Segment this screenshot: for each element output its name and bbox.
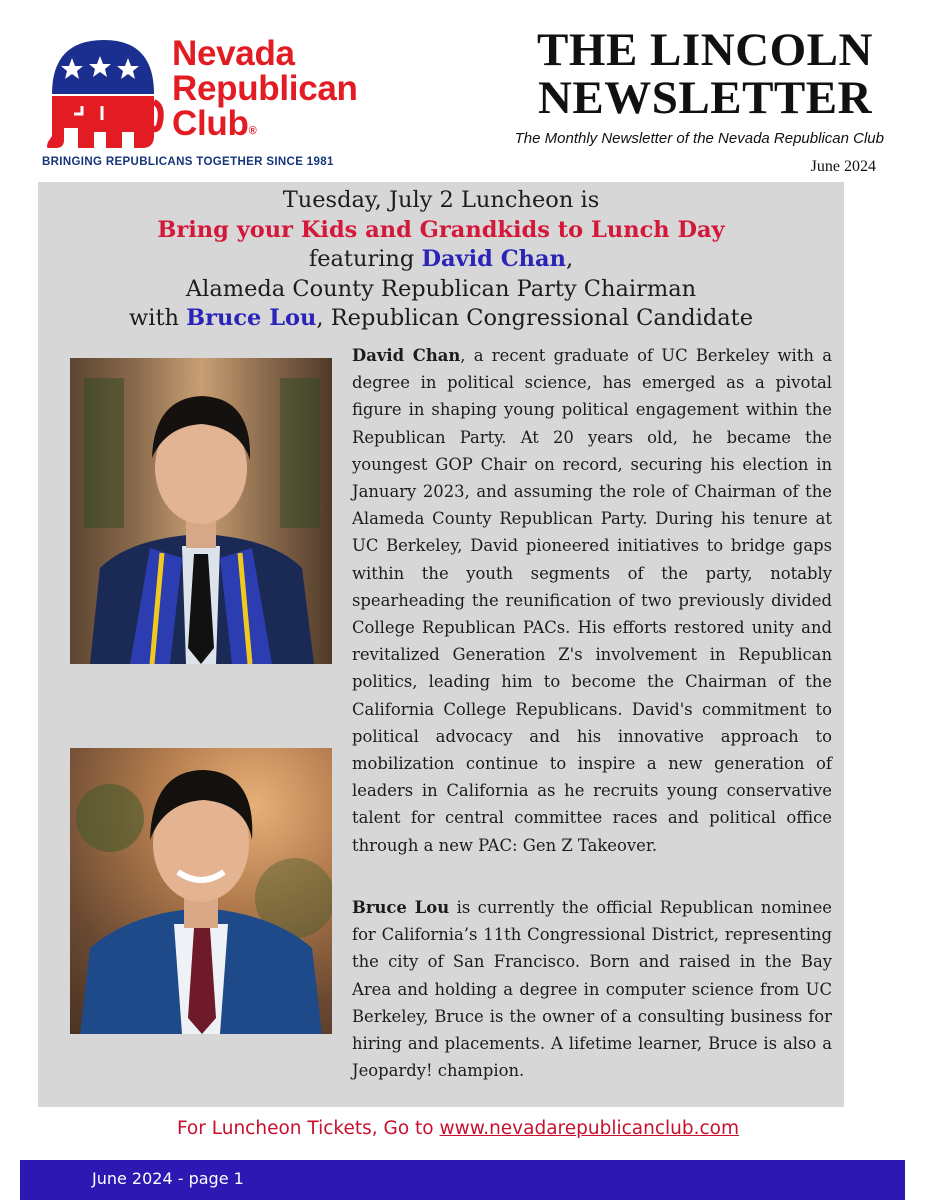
headline-line-1: Tuesday, July 2 Luncheon is <box>282 187 600 213</box>
club-logo <box>42 36 392 172</box>
headline-with: with <box>128 305 187 331</box>
logo-line-3-text: Club <box>172 104 249 143</box>
newsletter-title-line-1: THE LINCOLN <box>537 24 873 76</box>
logo-tagline: BRINGING REPUBLICANS TOGETHER SINCE 1981 <box>42 156 334 168</box>
bio-name-chan: David Chan <box>352 346 461 365</box>
bio-text-lou: is currently the official Republican nominee for California’s 11th Congressional District, representing the city of San Francisco. Born and raised in the Bay Area and holding a degree in computer science from UC Berkeley, Bruce is the owner of a consulting business for hiring and placements. A lifetime learner, Bruce is also a Jeopardy! champion. <box>352 898 832 1081</box>
bio-name-lou: Bruce Lou <box>352 898 450 917</box>
headline-theme: Bring your Kids and Grandkids to Lunch Day <box>157 216 725 243</box>
logo-wordmark <box>172 36 402 141</box>
headline-line-5 <box>38 304 844 334</box>
page-number: June 2024 - page 1 <box>92 1169 244 1188</box>
david-chan-photo <box>70 358 332 664</box>
david-chan-bio <box>352 342 832 859</box>
portrait-icon <box>70 748 332 1034</box>
bruce-lou-bio <box>352 894 832 1084</box>
newsletter-subtitle: The Monthly Newsletter of the Nevada Republican Club <box>514 130 884 147</box>
elephant-logo-icon <box>42 36 164 152</box>
issue-date: June 2024 <box>810 158 876 175</box>
footer-bar <box>20 1160 905 1200</box>
portrait-icon <box>70 358 332 664</box>
headline-featuring: featuring <box>308 246 422 272</box>
luncheon-headline <box>38 186 844 334</box>
headline-line-3 <box>38 245 844 275</box>
feature-panel <box>38 182 844 1107</box>
headline-candidate: , Republican Congressional Candidate <box>316 305 754 331</box>
newsletter-title <box>500 26 910 122</box>
speaker-name-chan: David Chan <box>421 246 566 272</box>
ticket-info <box>0 1118 916 1139</box>
logo-line-3 <box>172 106 402 141</box>
registered-mark: ® <box>248 125 257 137</box>
bruce-lou-photo <box>70 748 332 1034</box>
newsletter-title-line-2: NEWSLETTER <box>537 72 873 124</box>
speaker-name-lou: Bruce Lou <box>186 305 317 331</box>
ticket-prompt: For Luncheon Tickets, Go to <box>176 1118 440 1139</box>
club-website-link[interactable]: www.nevadarepublicanclub.com <box>439 1118 740 1139</box>
headline-line-4: Alameda County Republican Party Chairman <box>185 275 697 302</box>
logo-line-1: Nevada <box>172 34 295 73</box>
bio-text-chan: , a recent graduate of UC Berkeley with a degree in political science, has emerged as a pivotal figure in shaping young political engagement within the Republican Party. At 20 years old, he became the youngest GOP Chair on record, securing his election in January 2023, and assuming the role of Chairman of the Alameda County Republican Party. During his tenure at UC Berkeley, David pioneered initiatives to bridge gaps within the youth segments of the party, notably spearheading the reunification of two previously divided College Republican PACs. His efforts restored unity and revitalized Generation Z's involvement in Republican politics, leading him to become the Chairman of the California College Republicans. David's commitment to political advocacy and his innovative approach to mobilization continue to inspire a new generation of leaders in California as he recruits young conservative talent for central committee races and political office through a new PAC: Gen Z Takeover. <box>352 346 832 855</box>
logo-line-2: Republican <box>172 69 358 108</box>
headline-comma: , <box>565 246 574 272</box>
